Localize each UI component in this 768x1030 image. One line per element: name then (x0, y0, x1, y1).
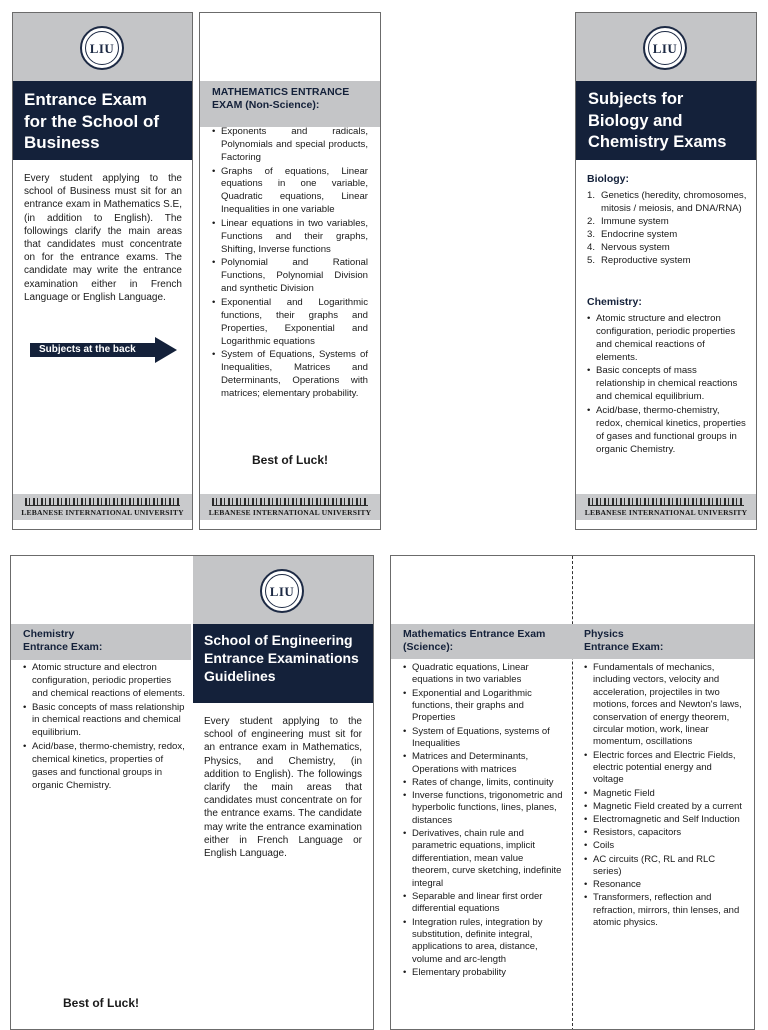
list-item: • Magnetic Field created by a current (584, 801, 744, 813)
liu-logo: LIU (643, 26, 687, 70)
list-item: • Graphs of equations, Linear equations in one variable, Quadratic equations, Linear Inequalities in one variable (212, 166, 368, 218)
footer-band (13, 494, 192, 520)
list-item: • Quadratic equations, Linear equations in two variables (403, 662, 563, 687)
panel-math-physics (390, 555, 755, 1030)
list-item: • Atomic structure and electron configuration, periodic properties and chemical reactions of elements. (587, 313, 747, 365)
subjects-arrow (30, 337, 177, 363)
list-item: • Integration rules, integration by substitution, definite integral, applications to area, distance, volume and arc-length (403, 917, 563, 967)
list-item: 5. Reproductive system (587, 254, 691, 266)
math-science-title: Mathematics Entrance Exam (Science): (403, 628, 546, 653)
list-item: 3. Endocrine system (587, 228, 678, 240)
university-name: LEBANESE INTERNATIONAL UNIVERSITY (208, 508, 372, 517)
bio-chem-title: Subjects for Biology and Chemistry Exams (588, 90, 727, 151)
list-item: • Resonance (584, 879, 744, 891)
list-item: • Atomic structure and electron configuration, periodic properties and chemical reactions of elements. (23, 662, 187, 701)
arabic-script-logo (588, 498, 744, 506)
panel-bio-chem (575, 12, 757, 530)
footer-band (200, 494, 380, 520)
list-item: • Acid/base, thermo-chemistry, redox, chemical kinetics, properties of gases and functional groups in organic Chemistry. (23, 741, 187, 793)
list-item: • Coils (584, 840, 744, 852)
arabic-script-logo (25, 498, 180, 506)
list-item: • System of Equations, Systems of Inequalities, Matrices and Determinants, Operations with matrices; elementary probability. (212, 349, 368, 401)
list-item: • System of Equations, systems of Inequalities (403, 726, 563, 751)
list-item: • Fundamentals of mechanics, including vectors, velocity and acceleration, projectiles in two motions, forces and Newton's laws, conservation of energy theorem, circular motion, work, linear momentum, oscillations (584, 662, 744, 749)
math-nonscience-list (212, 126, 368, 402)
list-item: • Electric forces and Electric Fields, electric potential energy and voltage (584, 750, 744, 787)
business-title: Entrance Exam for the School of Business (24, 90, 160, 152)
list-item: • Derivatives, chain rule and parametric equations, implicit differentiation, mean value theorem, curve sketching, indefinite integral (403, 828, 563, 890)
list-item: • Acid/base, thermo-chemistry, redox, chemical kinetics, properties of gases and functional groups in organic Chemistry. (587, 405, 747, 457)
list-item: 4. Nervous system (587, 241, 670, 253)
list-item: • Exponents and radicals, Polynomials and special products, Factoring (212, 126, 368, 165)
math-science-list (403, 662, 563, 980)
list-item: 2. Immune system (587, 215, 669, 227)
footer-band (576, 494, 756, 520)
arrow-label: Subjects at the back (39, 344, 136, 355)
arabic-script-logo (212, 498, 368, 506)
physics-title: Physics Entrance Exam: (584, 628, 664, 653)
list-item: • Electromagnetic and Self Induction (584, 814, 744, 826)
university-name: LEBANESE INTERNATIONAL UNIVERSITY (21, 508, 184, 517)
list-item: • Basic concepts of mass relationship in chemical reactions and chemical equilibrium. (587, 365, 747, 404)
math-nonscience-title: MATHEMATICS ENTRANCE EXAM (Non-Science): (212, 86, 350, 111)
best-of-luck: Best of Luck! (62, 996, 139, 1010)
chem-exam-list (23, 662, 187, 793)
list-item: • Magnetic Field (584, 788, 744, 800)
panel-chem-engineering (10, 555, 374, 1030)
chemistry-list (587, 313, 747, 457)
chem-exam-title: Chemistry Entrance Exam: (23, 628, 103, 653)
best-of-luck: Best of Luck! (251, 453, 328, 467)
list-item: • Linear equations in two variables, Functions and their graphs, Shifting, Inverse functions (212, 218, 368, 257)
list-item: • Matrices and Determinants, Operations with matrices (403, 751, 563, 776)
university-name: LEBANESE INTERNATIONAL UNIVERSITY (584, 508, 748, 517)
biology-label: Biology: (587, 173, 629, 185)
liu-logo: LIU (80, 26, 124, 70)
list-item: • Rates of change, limits, continuity (403, 777, 563, 789)
panel-business (12, 12, 193, 530)
list-item: • Exponential and Logarithmic functions, their graphs and Properties (403, 688, 563, 725)
list-item: • Separable and linear first order differential equations (403, 891, 563, 916)
list-item: • Basic concepts of mass relationship in chemical reactions and chemical equilibrium. (23, 702, 187, 741)
liu-logo: LIU (260, 569, 304, 613)
engineering-intro: Every student applying to the school of engineering must sit for an entrance exam in Mathematics, Physics, and Chemistry, (in addition to English). The followings clarify the main areas that candidates must concentrate on for the entrance exams. The candidate may write the entrance examination either in French Language or English Language. (204, 716, 362, 860)
list-item: • Polynomial and Rational Functions, Polynomial Division and synthetic Division (212, 257, 368, 296)
engineering-title: School of Engineering Entrance Examinations Guidelines (204, 632, 359, 684)
physics-list (584, 662, 744, 931)
list-item: • AC circuits (RC, RL and RLC series) (584, 854, 744, 879)
list-item: • Transformers, reflection and refraction, mirrors, thin lenses, and atomic physics. (584, 892, 744, 929)
list-item: • Exponential and Logarithmic functions, their graphs and Properties, Exponential and Logarithmic equations (212, 297, 368, 349)
biology-list (587, 190, 747, 267)
list-item: • Inverse functions, trigonometric and hyperbolic functions, lines, planes, distances (403, 790, 563, 827)
panel-math-nonscience (199, 12, 381, 530)
list-item: 1. Genetics (heredity, chromosomes, mitosis / meiosis, and DNA/RNA) (587, 190, 747, 214)
list-item: • Resistors, capacitors (584, 827, 744, 839)
business-intro: Every student applying to the school of Business must sit for an entrance exam in Mathematics S.E, (in addition to English). The followings clarify the main areas that candidates must concentrate on for the entrance exams. The candidate may write the entrance examination either in French Language or English Language. (24, 173, 182, 303)
chemistry-label: Chemistry: (587, 296, 642, 308)
list-item: • Elementary probability (403, 967, 563, 979)
